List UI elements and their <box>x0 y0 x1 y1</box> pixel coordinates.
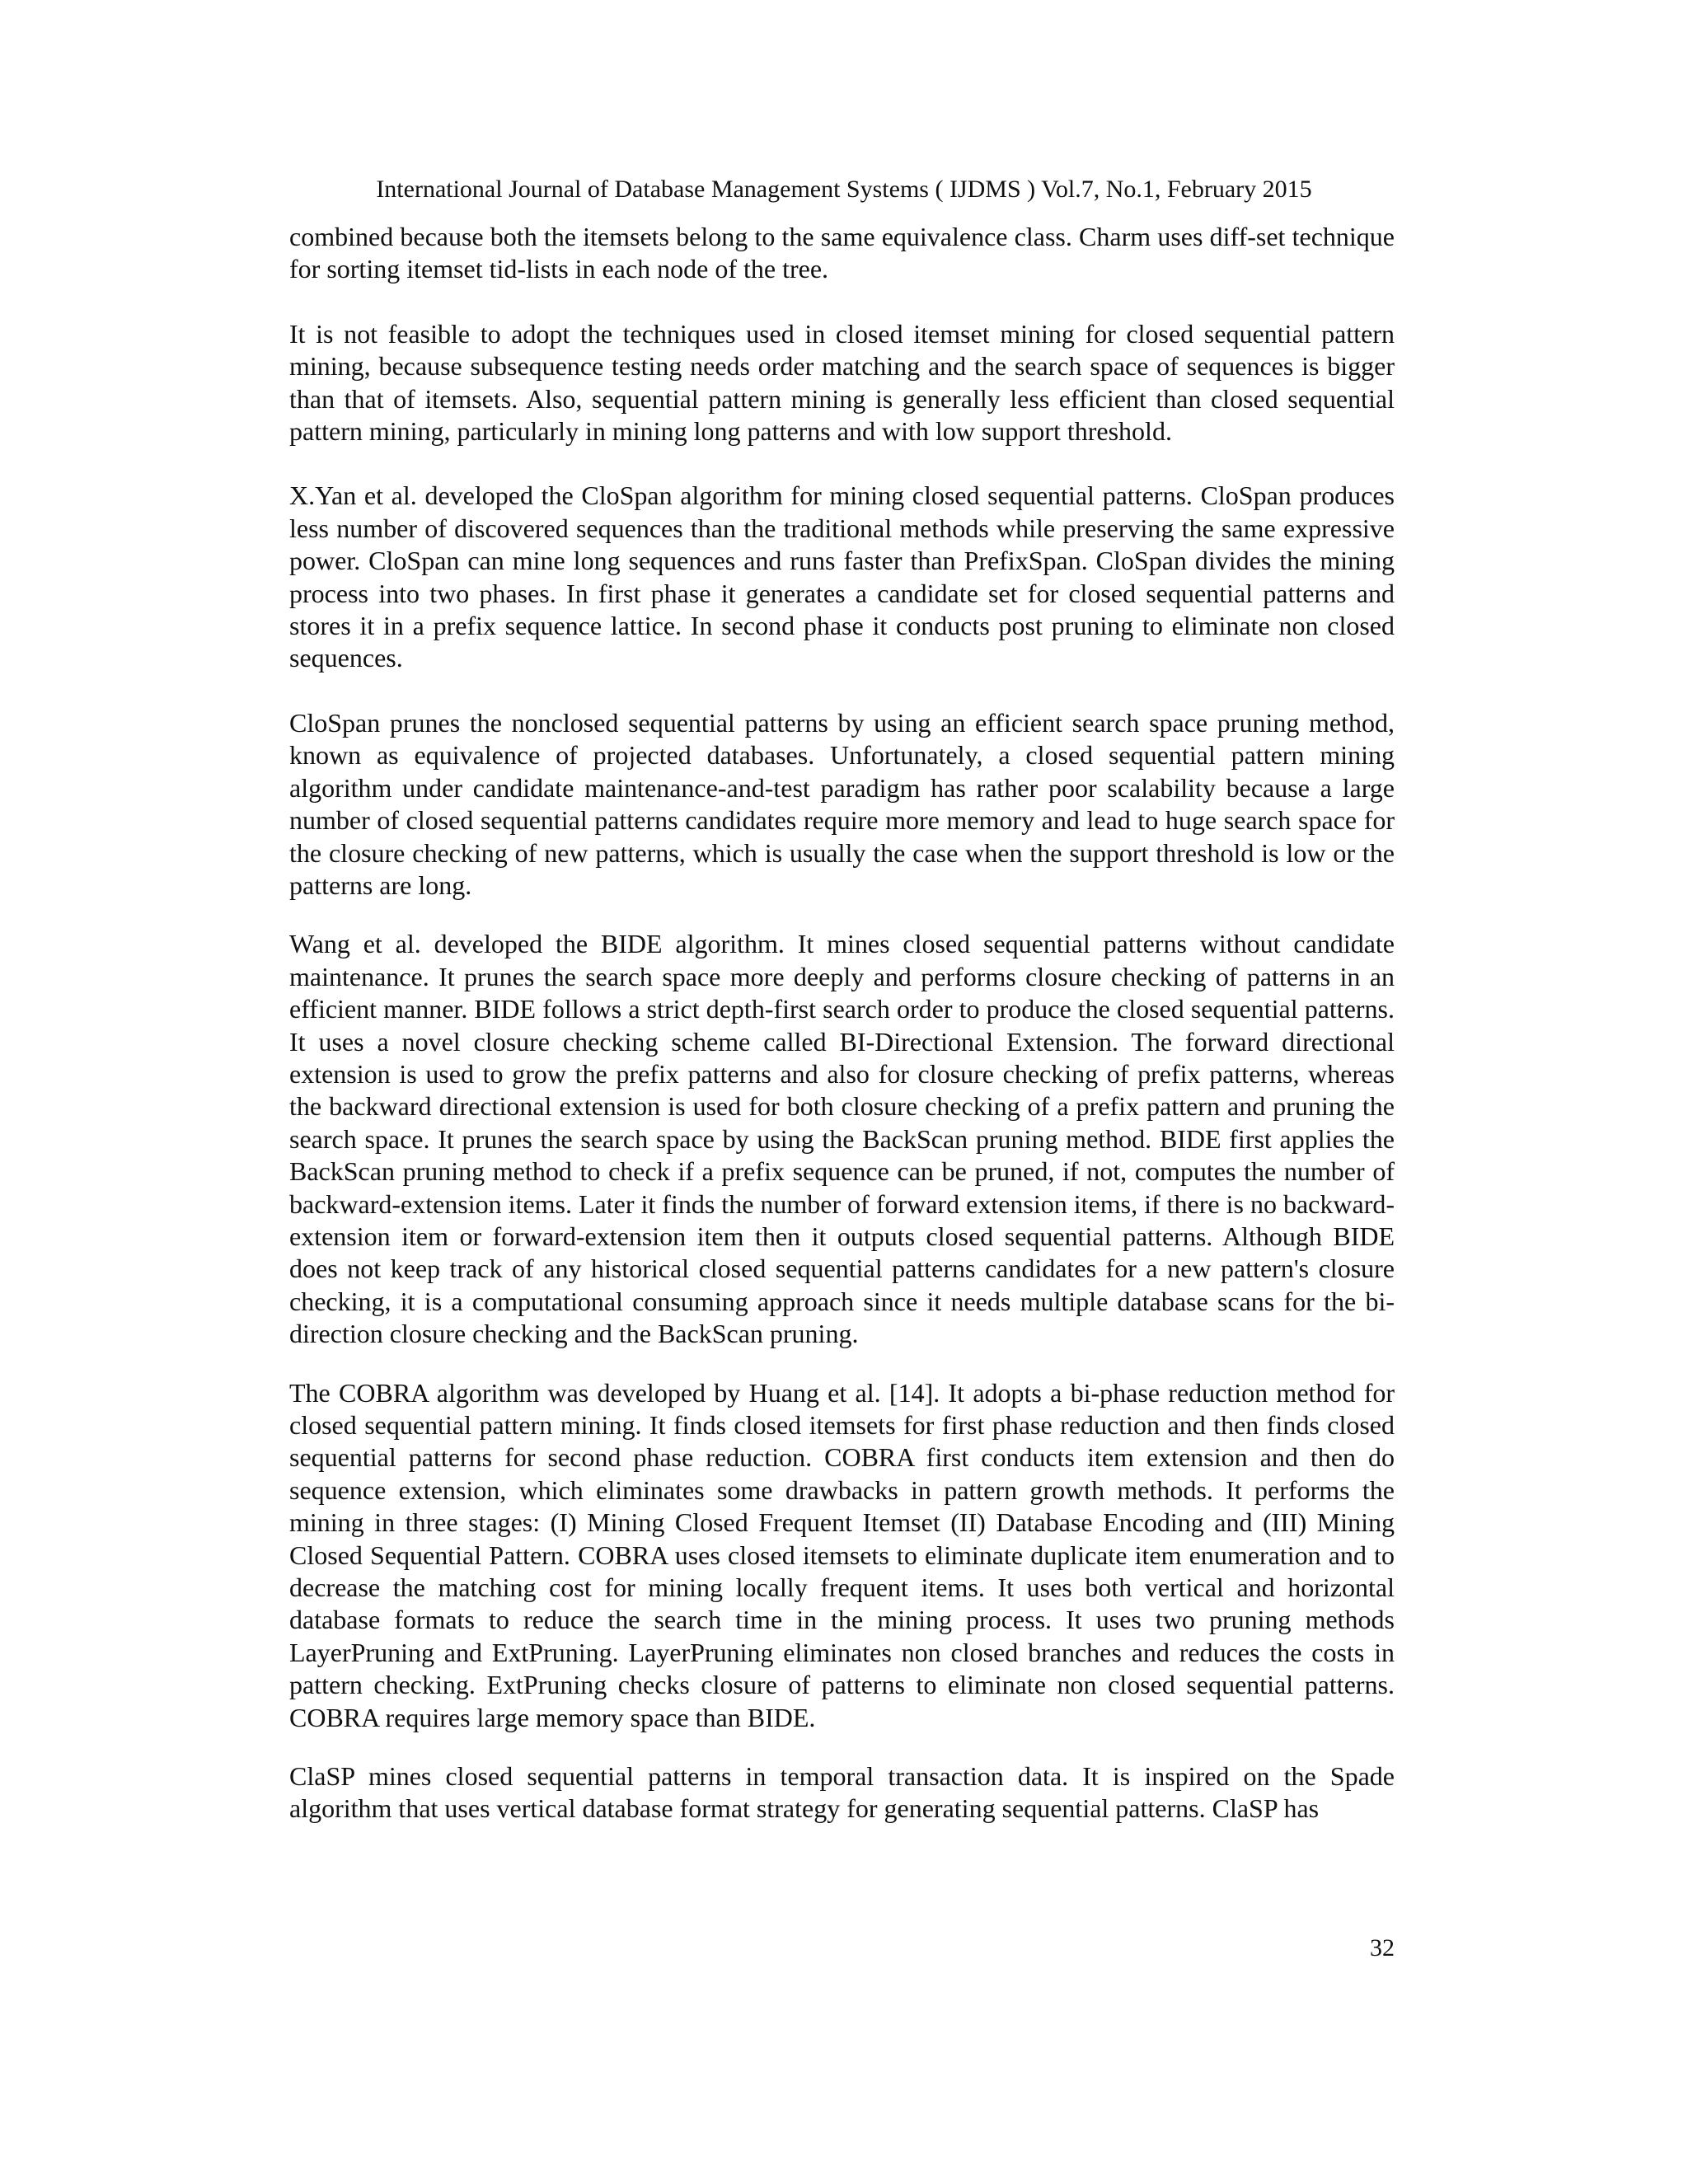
journal-header: International Journal of Database Management Systems ( IJDMS ) Vol.7, No.1, February 2015 <box>376 176 1312 203</box>
page-number: 32 <box>1370 1934 1395 1961</box>
paragraph-charm-continuation: combined because both the itemsets belong to the same equivalence class. Charm uses diff-set technique for sorting itemset tid-lists in each node of the tree. <box>289 222 1395 284</box>
body-text <box>289 221 1395 1825</box>
paragraph-clasp: ClaSP mines closed sequential patterns in temporal transaction data. It is inspired on the Spade algorithm that uses vertical database format strategy for generating sequential patterns. ClaSP has <box>289 1761 1395 1824</box>
paragraph-closed-sequential-feasibility: It is not feasible to adopt the techniques used in closed itemset mining for closed sequential pattern mining, because subsequence testing needs order matching and the search space of sequences is bigger than that of itemsets. Also, sequential pattern mining is generally less efficient than closed sequential pattern mining, particularly in mining long patterns and with low support threshold. <box>289 318 1395 447</box>
paragraph-cobra: The COBRA algorithm was developed by Huang et al. [14]. It adopts a bi-phase reduction method for closed sequential pattern mining. It finds closed itemsets for first phase reduction and then finds closed sequential patterns for second phase reduction. COBRA first conducts item extension and then do sequence extension, which eliminates some drawbacks in pattern growth methods. It performs the mining in three stages: (I) Mining Closed Frequent Itemset (II) Database Encoding and (III) Mining Closed Sequential Pattern. COBRA uses closed itemsets to eliminate duplicate item enumeration and to decrease the matching cost for mining locally frequent items. It uses both vertical and horizontal database formats to reduce the search time in the mining process. It uses two pruning methods LayerPruning and ExtPruning. LayerPruning eliminates non closed branches and reduces the costs in pattern checking. ExtPruning checks closure of patterns to eliminate non closed sequential patterns. COBRA requires large memory space than BIDE. <box>289 1377 1395 1732</box>
paragraph-clospan-pruning: CloSpan prunes the nonclosed sequential patterns by using an efficient search space pruning method, known as equivalence of projected databases. Unfortunately, a closed sequential pattern mining algorithm under candidate maintenance-and-test paradigm has rather poor scalability because a large number of closed sequential patterns candidates require more memory and lead to huge search space for the closure checking of new patterns, which is usually the case when the support threshold is low or the patterns are long. <box>289 707 1395 900</box>
paragraph-clospan-intro: X.Yan et al. developed the CloSpan algorithm for mining closed sequential patterns. CloSpan produces less number of discovered sequences than the traditional methods while preserving the same expressive power. CloSpan can mine long sequences and runs faster than PrefixSpan. CloSpan divides the mining process into two phases. In first phase it generates a candidate set for closed sequential patterns and stores it in a prefix sequence lattice. In second phase it conducts post pruning to eliminate non closed sequences. <box>289 480 1395 673</box>
paragraph-bide: Wang et al. developed the BIDE algorithm. It mines closed sequential patterns without candidate maintenance. It prunes the search space more deeply and performs closure checking of patterns in an efficient manner. BIDE follows a strict depth-first search order to produce the closed sequential patterns. It uses a novel closure checking scheme called BI-Directional Extension. The forward directional extension is used to grow the prefix patterns and also for closure checking of prefix patterns, whereas the backward directional extension is used for both closure checking of a prefix pattern and pruning the search space. It prunes the search space by using the BackScan pruning method. BIDE first applies the BackScan pruning method to check if a prefix sequence can be pruned, if not, computes the number of backward-extension items. Later it finds the number of forward extension items, if there is no backward-extension item or forward-extension item then it outputs closed sequential patterns. Although BIDE does not keep track of any historical closed sequential patterns candidates for a new pattern's closure checking, it is a computational consuming approach since it needs multiple database scans for the bi-direction closure checking and the BackScan pruning. <box>289 929 1395 1349</box>
